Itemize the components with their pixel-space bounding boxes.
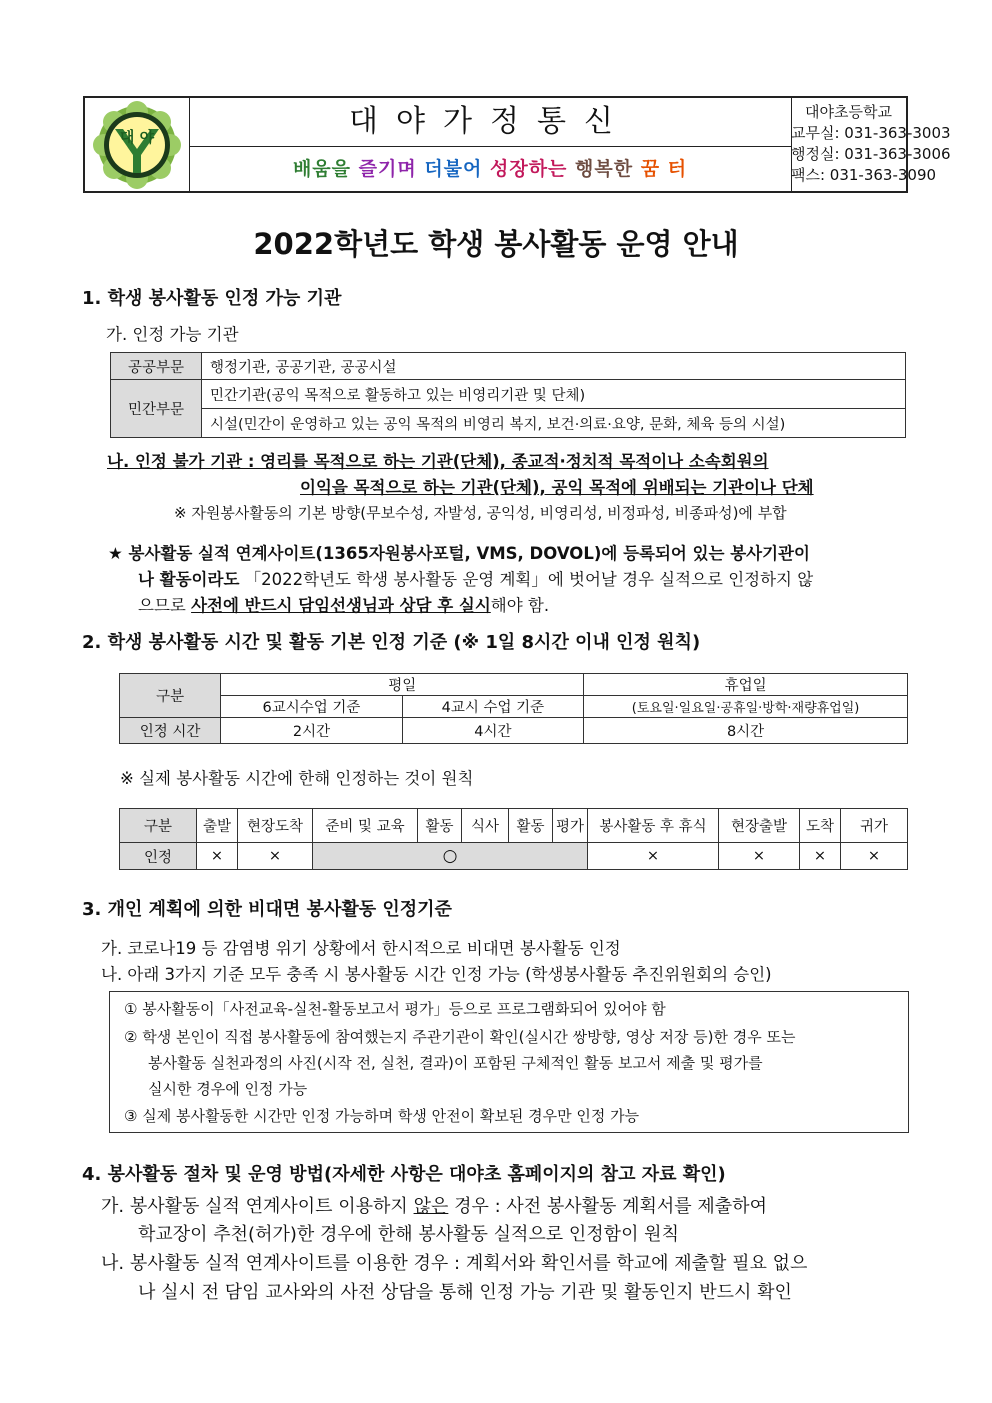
table-cell: × <box>841 843 908 870</box>
section-4-heading: 4. 봉사활동 절차 및 운영 방법(자세한 사항은 대야초 홈페이지의 참고 자료 확인) <box>82 1164 726 1185</box>
table-cell: 민간기관(공익 목적으로 활동하고 있는 비영리기관 및 단체) <box>202 380 906 409</box>
star-note-text: 해야 함. <box>490 596 550 615</box>
section-3-a: 가. 코로나19 등 감염병 위기 상황에서 한시적으로 비대면 봉사활동 인정 <box>101 939 621 958</box>
school-logo <box>85 98 190 191</box>
time-table <box>119 673 908 744</box>
table-cell: 행정기관, 공공기관, 공공시설 <box>202 353 906 380</box>
star-note-text: 「2022학년도 학생 봉사활동 운영 계획」에 벗어날 경우 실적으로 인정하지 않 <box>244 570 814 589</box>
table-cell-label: 인정 <box>120 843 197 870</box>
star-note-text: 나 활동이라도 <box>138 570 240 589</box>
header-center <box>189 98 792 191</box>
table-header: 봉사활동 후 휴식 <box>588 809 719 843</box>
table-cell: × <box>197 843 238 870</box>
phone-fax: 팩스: 031-363-3090 <box>791 166 937 184</box>
table-header: 도착 <box>800 809 841 843</box>
table-cell-label: 구분 <box>120 674 221 718</box>
table-cell: 4시간 <box>402 718 583 744</box>
table-header: 평가 <box>553 809 588 843</box>
star-note-emphasis: 사전에 반드시 담임선생님과 상담 후 실시 <box>191 596 491 615</box>
section-1-note: ※ 자원봉사활동의 기본 방향(무보수성, 자발성, 공익성, 비영리성, 비정파성, 비종파성)에 부합 <box>174 504 787 522</box>
school-contact <box>791 98 951 191</box>
table-cell: ○ <box>313 843 588 870</box>
phone-admin: 행정실: 031-363-3006 <box>791 145 951 163</box>
motto-word: 배움을 <box>292 158 351 180</box>
table-cell: × <box>238 843 313 870</box>
table-cell-label: 민간부문 <box>111 380 202 438</box>
phone-office: 교무실: 031-363-3003 <box>791 124 951 142</box>
section-1-sub-a: 가. 인정 가능 기관 <box>106 325 239 344</box>
table-cell: × <box>588 843 719 870</box>
motto-word: 즐기며 <box>358 158 417 180</box>
newsletter-title: 대야가정통신 <box>189 98 791 147</box>
motto-word: 꿈 터 <box>640 158 688 180</box>
table-cell: 6교시수업 기준 <box>221 696 402 718</box>
institution-table <box>110 352 906 438</box>
table-header: 식사 <box>462 809 509 843</box>
activity-table <box>119 808 908 870</box>
section-4-a-line2: 학교장이 추천(허가)한 경우에 한해 봉사활동 실적으로 인정함이 원칙 <box>138 1224 679 1245</box>
section-4-b-line1: 나. 봉사활동 실적 연계사이트를 이용한 경우 : 계획서와 확인서를 학교에 제출할 필요 없으 <box>101 1253 808 1274</box>
table-cell: × <box>719 843 800 870</box>
section-1-sub-b-line2: 이익을 목적으로 하는 기관(단체), 공익 목적에 위배되는 기관이나 단체 <box>300 478 814 497</box>
criteria-item: 실시한 경우에 인정 가능 <box>148 1080 308 1098</box>
criteria-item: 봉사활동 실천과정의 사진(시작 전, 실천, 결과)이 포함된 구체적인 활동 보고서 제출 및 평가를 <box>148 1054 763 1072</box>
table-header: 준비 및 교육 <box>313 809 418 843</box>
table-cell: 4교시 수업 기준 <box>402 696 583 718</box>
section-2-heading: 2. 학생 봉사활동 시간 및 활동 기본 인정 기준 (※ 1일 8시간 이내 인정 원칙) <box>82 632 701 653</box>
section-4-text: 가. 봉사활동 실적 연계사이트 이용하지 <box>101 1196 408 1217</box>
table-cell: 휴업일 <box>584 674 908 696</box>
criteria-item: ① 봉사활동이「사전교육-실천-활동보고서 평가」등으로 프로그램화되어 있어야 함 <box>124 1000 666 1018</box>
table-cell: × <box>800 843 841 870</box>
table-header: 출발 <box>197 809 238 843</box>
criteria-item: ② 학생 본인이 직접 봉사활동에 참여했는지 주관기관이 확인(실시간 쌍방향, 영상 저장 등)한 경우 또는 <box>124 1028 796 1046</box>
motto-word: 성장하는 <box>490 158 568 180</box>
table-header: 활동 <box>509 809 553 843</box>
table-cell-label: 인정 시간 <box>120 718 221 744</box>
section-4-text: 경우 : 사전 봉사활동 계획서를 제출하여 <box>454 1196 767 1217</box>
section-3-heading: 3. 개인 계획에 의한 비대면 봉사활동 인정기준 <box>82 899 452 920</box>
section-1-sub-b-line1: 나. 인정 불가 기관 : 영리를 목적으로 하는 기관(단체), 종교적·정치적 목적이나 소속회원의 <box>107 452 769 471</box>
page-title: 2022학년도 학생 봉사활동 운영 안내 <box>253 227 739 261</box>
motto-word: 더불어 <box>424 158 483 180</box>
table-cell: 8시간 <box>584 718 908 744</box>
newsletter-header <box>83 96 951 193</box>
section-2-note: ※ 실제 봉사활동 시간에 한해 인정하는 것이 원칙 <box>120 769 474 788</box>
section-4-a-line1 <box>101 1192 767 1218</box>
school-motto <box>189 147 791 191</box>
table-cell: 2시간 <box>221 718 402 744</box>
section-4-emphasis: 않은 <box>413 1196 449 1217</box>
section-3-b: 나. 아래 3가지 기준 모두 충족 시 봉사활동 시간 인정 가능 (학생봉사활동 추진위원회의 승인) <box>101 965 772 984</box>
table-header: 귀가 <box>841 809 908 843</box>
star-note-line2 <box>138 566 813 590</box>
table-cell-label: 공공부문 <box>111 353 202 380</box>
criteria-item: ③ 실제 봉사활동한 시간만 인정 가능하며 학생 안전이 확보된 경우만 인정 가능 <box>124 1107 640 1125</box>
table-cell: 평일 <box>221 674 584 696</box>
criteria-box <box>109 991 909 1133</box>
table-cell: (토요일·일요일·공휴일·방학·재량휴업일) <box>584 696 908 718</box>
table-header: 활동 <box>418 809 462 843</box>
star-note-line3 <box>138 592 549 616</box>
table-header: 현장출발 <box>719 809 800 843</box>
section-4-b-line2: 나 실시 전 담임 교사와의 사전 상담을 통해 인정 가능 기관 및 활동인지 반드시 확인 <box>138 1282 792 1303</box>
table-header: 현장도착 <box>238 809 313 843</box>
motto-word: 행복한 <box>575 158 634 180</box>
logo-text: 대 야 <box>119 128 155 146</box>
school-name: 대야초등학교 <box>805 103 892 121</box>
section-1-heading: 1. 학생 봉사활동 인정 가능 기관 <box>82 288 342 309</box>
table-cell: 시설(민간이 운영하고 있는 공익 목적의 비영리 복지, 보건·의료·요양, 문화, 체육 등의 시설) <box>202 409 906 438</box>
star-note-text: 으므로 <box>138 596 186 615</box>
table-cell-label: 구분 <box>120 809 197 843</box>
star-note-line1: ★ 봉사활동 실적 연계사이트(1365자원봉사포털, VMS, DOVOL)에 등록되어 있는 봉사기관이 <box>108 544 810 563</box>
